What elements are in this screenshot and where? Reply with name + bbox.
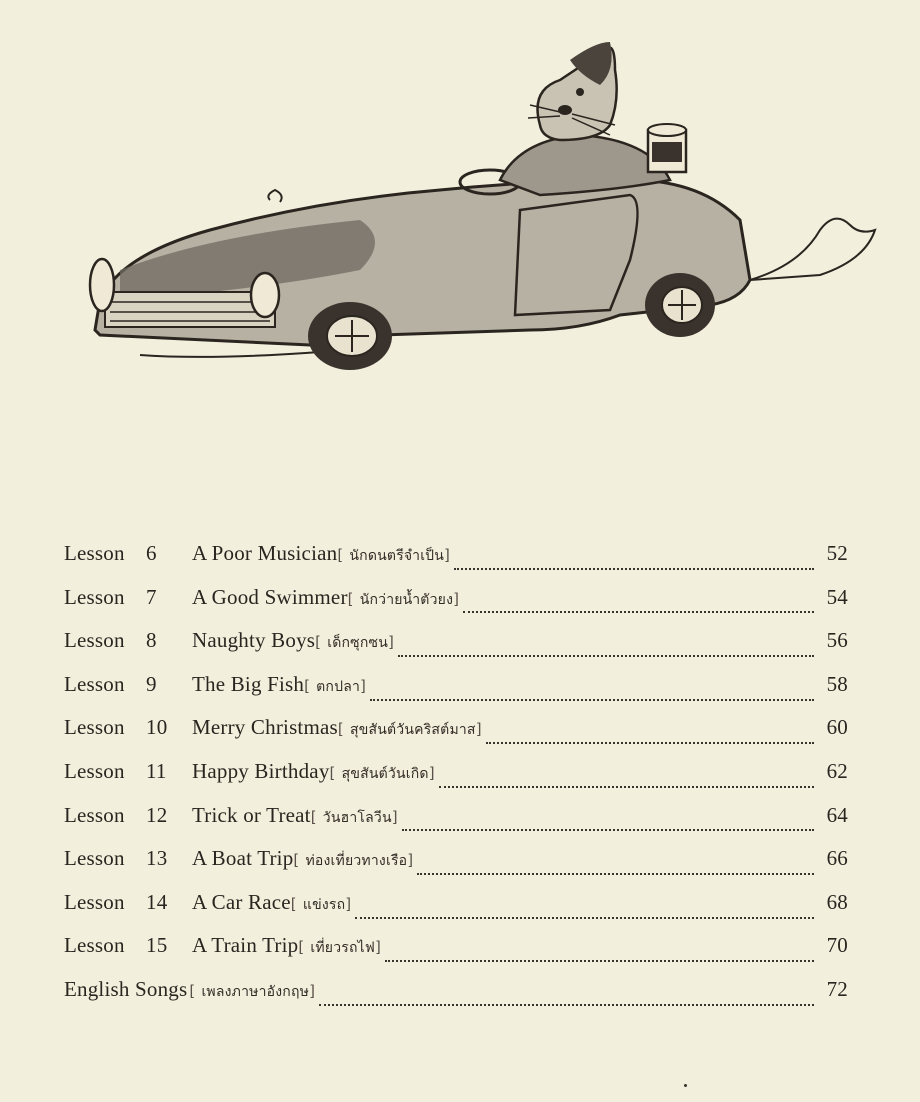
page-number: 66: [826, 846, 848, 871]
lesson-thai-title: เที่ยวรถไฟ: [310, 940, 376, 957]
dot-leader: [454, 568, 814, 570]
lesson-title: A Boat Trip: [192, 846, 294, 871]
bracket-open: [: [310, 807, 317, 826]
lesson-thai-title: เด็กซุกซน: [327, 635, 389, 652]
cat-driving-car-illustration: [60, 30, 890, 380]
dot-leader: [417, 873, 814, 875]
lesson-thai-title: นักดนตรีจำเป็น: [349, 548, 445, 564]
page-number: 70: [826, 933, 848, 958]
page-number: 58: [826, 671, 848, 696]
lesson-thai-title: สุขสันต์วันคริสต์มาส: [349, 722, 476, 739]
lesson-number: 10: [146, 715, 168, 740]
lesson-label: Lesson: [64, 758, 125, 783]
page-number: 60: [826, 715, 848, 740]
bracket-close: ]: [407, 851, 414, 870]
dot-leader: [402, 829, 814, 831]
page-number: 64: [826, 802, 848, 827]
page-number: 72: [826, 976, 848, 1001]
bracket-open: [: [304, 676, 311, 695]
lesson-thai-title: แข่งรถ: [302, 896, 346, 913]
page-number: 62: [826, 758, 848, 783]
toc-entry-lesson-8: [64, 628, 848, 672]
lesson-title: A Train Trip: [192, 933, 299, 958]
lesson-number: 6: [146, 541, 157, 565]
lesson-title: A Good Swimmer: [192, 584, 348, 609]
lesson-number: 9: [146, 671, 157, 696]
bracket-open: [: [293, 851, 300, 870]
toc-entry-lesson-11: [64, 759, 848, 803]
songs-thai-title: เพลงภาษาอังกฤษ: [201, 983, 310, 1000]
lesson-label: Lesson: [64, 671, 125, 696]
bracket-open: [: [337, 720, 344, 739]
lesson-title: The Big Fish: [192, 671, 305, 696]
lesson-thai-title: วันฮาโลวีน: [322, 809, 392, 826]
lesson-label: Lesson: [64, 846, 125, 871]
dot-leader: [398, 655, 814, 657]
bracket-open: [: [290, 894, 297, 913]
lesson-label: Lesson: [64, 933, 125, 958]
toc-entry-lesson-14: [64, 890, 848, 934]
lesson-label: Lesson: [64, 802, 125, 827]
lesson-thai-title: นักว่ายน้ำตัวยง: [359, 591, 454, 608]
bracket-close: ]: [360, 676, 367, 695]
dot-leader: [385, 960, 814, 962]
toc-entry-lesson-9: [64, 672, 848, 716]
bracket-close: ]: [391, 807, 398, 826]
dot-leader: [439, 786, 814, 788]
lesson-number: 13: [146, 846, 168, 871]
toc-entry-lesson-13: [64, 846, 848, 890]
lesson-label: Lesson: [64, 628, 125, 653]
toc-entry-lesson-10: [64, 715, 848, 759]
bracket-open: [: [315, 633, 322, 652]
lesson-title: Merry Christmas: [192, 715, 338, 740]
lesson-number: 14: [146, 889, 168, 914]
bracket-close: ]: [375, 938, 382, 957]
page-number: 56: [826, 628, 848, 653]
lesson-thai-title: สุขสันต์วันเกิด: [341, 765, 429, 782]
toc-entry-lesson-6: [64, 541, 848, 585]
dot-leader: [370, 699, 814, 701]
lesson-number: 11: [146, 758, 167, 783]
bracket-close: ]: [388, 633, 395, 652]
lesson-thai-title: ท่องเที่ยวทางเรือ: [305, 853, 408, 870]
ink-speck: [684, 1084, 687, 1087]
bracket-open: [: [329, 763, 336, 782]
songs-title: English Songs: [64, 976, 188, 1001]
lesson-title: A Poor Musician: [192, 541, 338, 565]
lesson-title: Naughty Boys: [192, 628, 316, 653]
lesson-title: Happy Birthday: [192, 758, 330, 783]
lesson-label: Lesson: [64, 541, 125, 565]
table-of-contents: [64, 541, 848, 1021]
bracket-open: [: [347, 589, 354, 608]
toc-entry-english-songs: [64, 977, 848, 1021]
page-number: 52: [826, 541, 848, 565]
dot-leader: [319, 1004, 814, 1006]
bracket-open: [: [189, 981, 196, 1000]
bracket-close: ]: [453, 589, 460, 608]
lesson-label: Lesson: [64, 584, 125, 609]
lesson-number: 15: [146, 933, 168, 958]
lesson-number: 12: [146, 802, 168, 827]
bracket-open: [: [337, 546, 344, 564]
lesson-label: Lesson: [64, 889, 125, 914]
bracket-close: ]: [444, 546, 451, 564]
dot-leader: [486, 742, 814, 744]
bracket-close: ]: [309, 981, 316, 1000]
page-number: 54: [826, 584, 848, 609]
lesson-number: 8: [146, 628, 157, 653]
toc-entry-lesson-15: [64, 933, 848, 977]
lesson-number: 7: [146, 584, 157, 609]
bracket-close: ]: [428, 763, 435, 782]
toc-entry-lesson-7: [64, 585, 848, 629]
bracket-close: ]: [345, 894, 352, 913]
bracket-open: [: [298, 938, 305, 957]
lesson-title: A Car Race: [192, 889, 291, 914]
lesson-thai-title: ตกปลา: [316, 678, 361, 695]
lesson-title: Trick or Treat: [192, 802, 311, 827]
bracket-close: ]: [475, 720, 482, 739]
dot-leader: [355, 917, 814, 919]
dot-leader: [463, 611, 814, 613]
page-number: 68: [826, 889, 848, 914]
toc-entry-lesson-12: [64, 803, 848, 847]
lesson-label: Lesson: [64, 715, 125, 740]
